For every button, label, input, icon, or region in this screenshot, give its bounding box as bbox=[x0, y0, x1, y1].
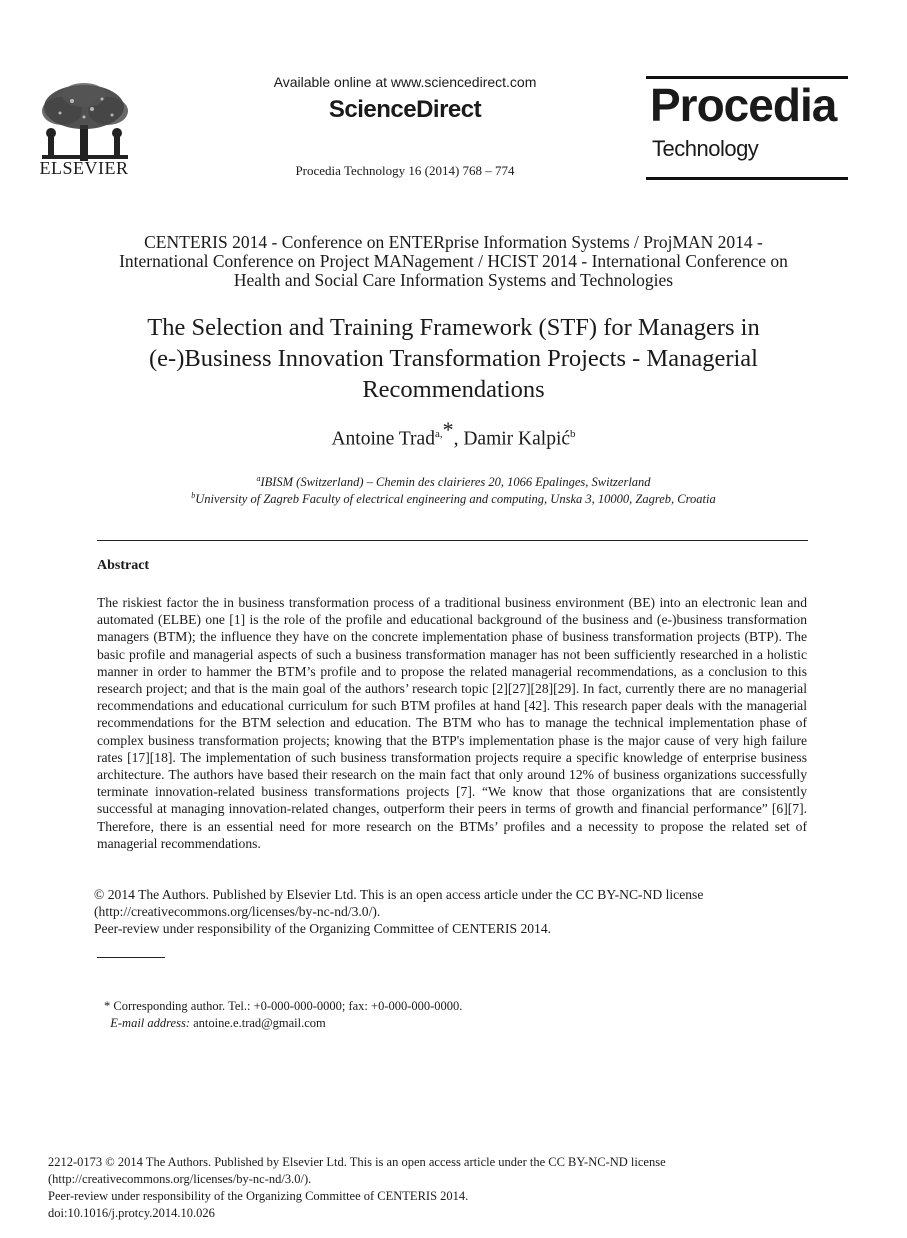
journal-reference: Procedia Technology 16 (2014) 768 – 774 bbox=[295, 163, 515, 178]
copyright-notice bbox=[94, 886, 814, 937]
author-list bbox=[60, 417, 847, 451]
author-affiliation-mark: a, bbox=[434, 428, 443, 440]
author-name: Damir Kalpić bbox=[463, 428, 571, 450]
title-line: The Selection and Training Framework (STF) for Managers in bbox=[147, 314, 760, 341]
publication-info bbox=[48, 1154, 868, 1222]
author-separator: , bbox=[453, 428, 464, 450]
license-link[interactable]: (http://creativecommons.org/licenses/by-nc-nd/3.0/). bbox=[94, 904, 381, 919]
doi-link[interactable]: doi:10.1016/j.protcy.2014.10.026 bbox=[48, 1206, 215, 1220]
procedia-logo-name: Procedia bbox=[650, 79, 837, 131]
title-line: Recommendations bbox=[362, 376, 545, 403]
affiliation-a bbox=[60, 474, 847, 490]
conference-line: CENTERIS 2014 - Conference on ENTERprise Information Systems / ProjMAN 2014 - bbox=[144, 232, 763, 252]
email-address[interactable]: antoine.e.trad@gmail.com bbox=[190, 1016, 326, 1030]
copyright-line: © 2014 The Authors. Published by Elsevier Ltd. This is an open access article under the CC BY-NC-ND license bbox=[94, 887, 704, 902]
author-name: Antoine Trad bbox=[331, 428, 435, 450]
footnote-contact: * Corresponding author. Tel.: +0-000-000-0000; fax: +0-000-000-0000. bbox=[104, 999, 463, 1013]
procedia-logo-subtitle: Technology bbox=[652, 136, 759, 161]
footnote-email bbox=[104, 1015, 804, 1032]
affiliation-text: University of Zagreb Faculty of electrical engineering and computing, Unska 3, 10000, Zagreb, Croatia bbox=[195, 492, 716, 507]
abstract-heading: Abstract bbox=[97, 558, 150, 573]
peer-review-line: Peer-review under responsibility of the Organizing Committee of CENTERIS 2014. bbox=[48, 1189, 469, 1203]
sciencedirect-logo: ScienceDirect bbox=[328, 96, 482, 123]
issn-line: 2212-0173 © 2014 The Authors. Published by Elsevier Ltd. This is an open access article under the CC BY-NC-ND license bbox=[48, 1155, 666, 1169]
corresponding-author-mark: * bbox=[442, 417, 454, 442]
available-online-text: Available online at www.sciencedirect.com bbox=[273, 74, 537, 90]
affiliation-mark: b bbox=[191, 491, 196, 500]
abstract-body: The riskiest factor the in business transformation process of a traditional business environment (BE) into an electronic lean and automated (ELBE) one [1] is the role of the profile and educational background of the business and (e-)business transformation managers (BTM); the influence they have on the concrete implementation phase of business transformation projects (BTP). The basic profile and managerial aspects of such a business transformation manager has not been sufficiently researched in a holistic manner in order to hammer the BTM’s profile and to propose the related managerial recommendations, as a conclusion to this research project; and that is the main goal of the authors’ research topic [2][27][28][29]. In fact, currently there are no managerial recommendations and educational curriculum for such BTM profiles at hand [42]. This research paper deals with the managerial recommendations for the BTM selection and education. The BTM who has to manage the technical implementation phase of complex business transformation projects; knowing that the BTP's implementation phase is the major cause of very high failure rates [17][18]. The implementation of such business transformation projects require a specific knowledge of enterprise business architecture. The authors have based their research on the main fact that only around 12% of business organizations successfully terminate innovation-related business transformations projects [7]. “We know that those organizations that are consistently successful at managing innovation-related changes, outperform their peers in terms of growth and financial performance” [6][7]. Therefore, there is an essential need for more research on the BTMs’ profiles and a necessity to propose the related set of managerial recommendations. bbox=[97, 595, 807, 851]
license-link[interactable]: (http://creativecommons.org/licenses/by-nc-nd/3.0/). bbox=[48, 1172, 312, 1186]
affiliation-text: IBISM (Switzerland) – Chemin des clairieres 20, 1066 Epalinges, Switzerland bbox=[260, 475, 651, 490]
author-affiliation-mark: b bbox=[570, 428, 576, 440]
affiliation-b bbox=[60, 491, 847, 507]
peer-review-line: Peer-review under responsibility of the Organizing Committee of CENTERIS 2014. bbox=[94, 921, 552, 936]
conference-name bbox=[60, 233, 847, 290]
corresponding-author-footnote bbox=[104, 998, 804, 1032]
footnote-divider bbox=[97, 957, 165, 958]
section-divider bbox=[97, 540, 808, 541]
conference-line: Health and Social Care Information Systems and Technologies bbox=[233, 270, 674, 290]
conference-line: International Conference on Project MANagement / HCIST 2014 - International Conference on bbox=[119, 251, 788, 271]
paper-title bbox=[60, 312, 847, 405]
elsevier-wordmark: ELSEVIER bbox=[39, 158, 129, 178]
affiliation-mark: a bbox=[256, 474, 261, 483]
title-line: (e-)Business Innovation Transformation Projects - Managerial bbox=[149, 345, 758, 372]
email-label: E-mail address: bbox=[110, 1016, 190, 1030]
